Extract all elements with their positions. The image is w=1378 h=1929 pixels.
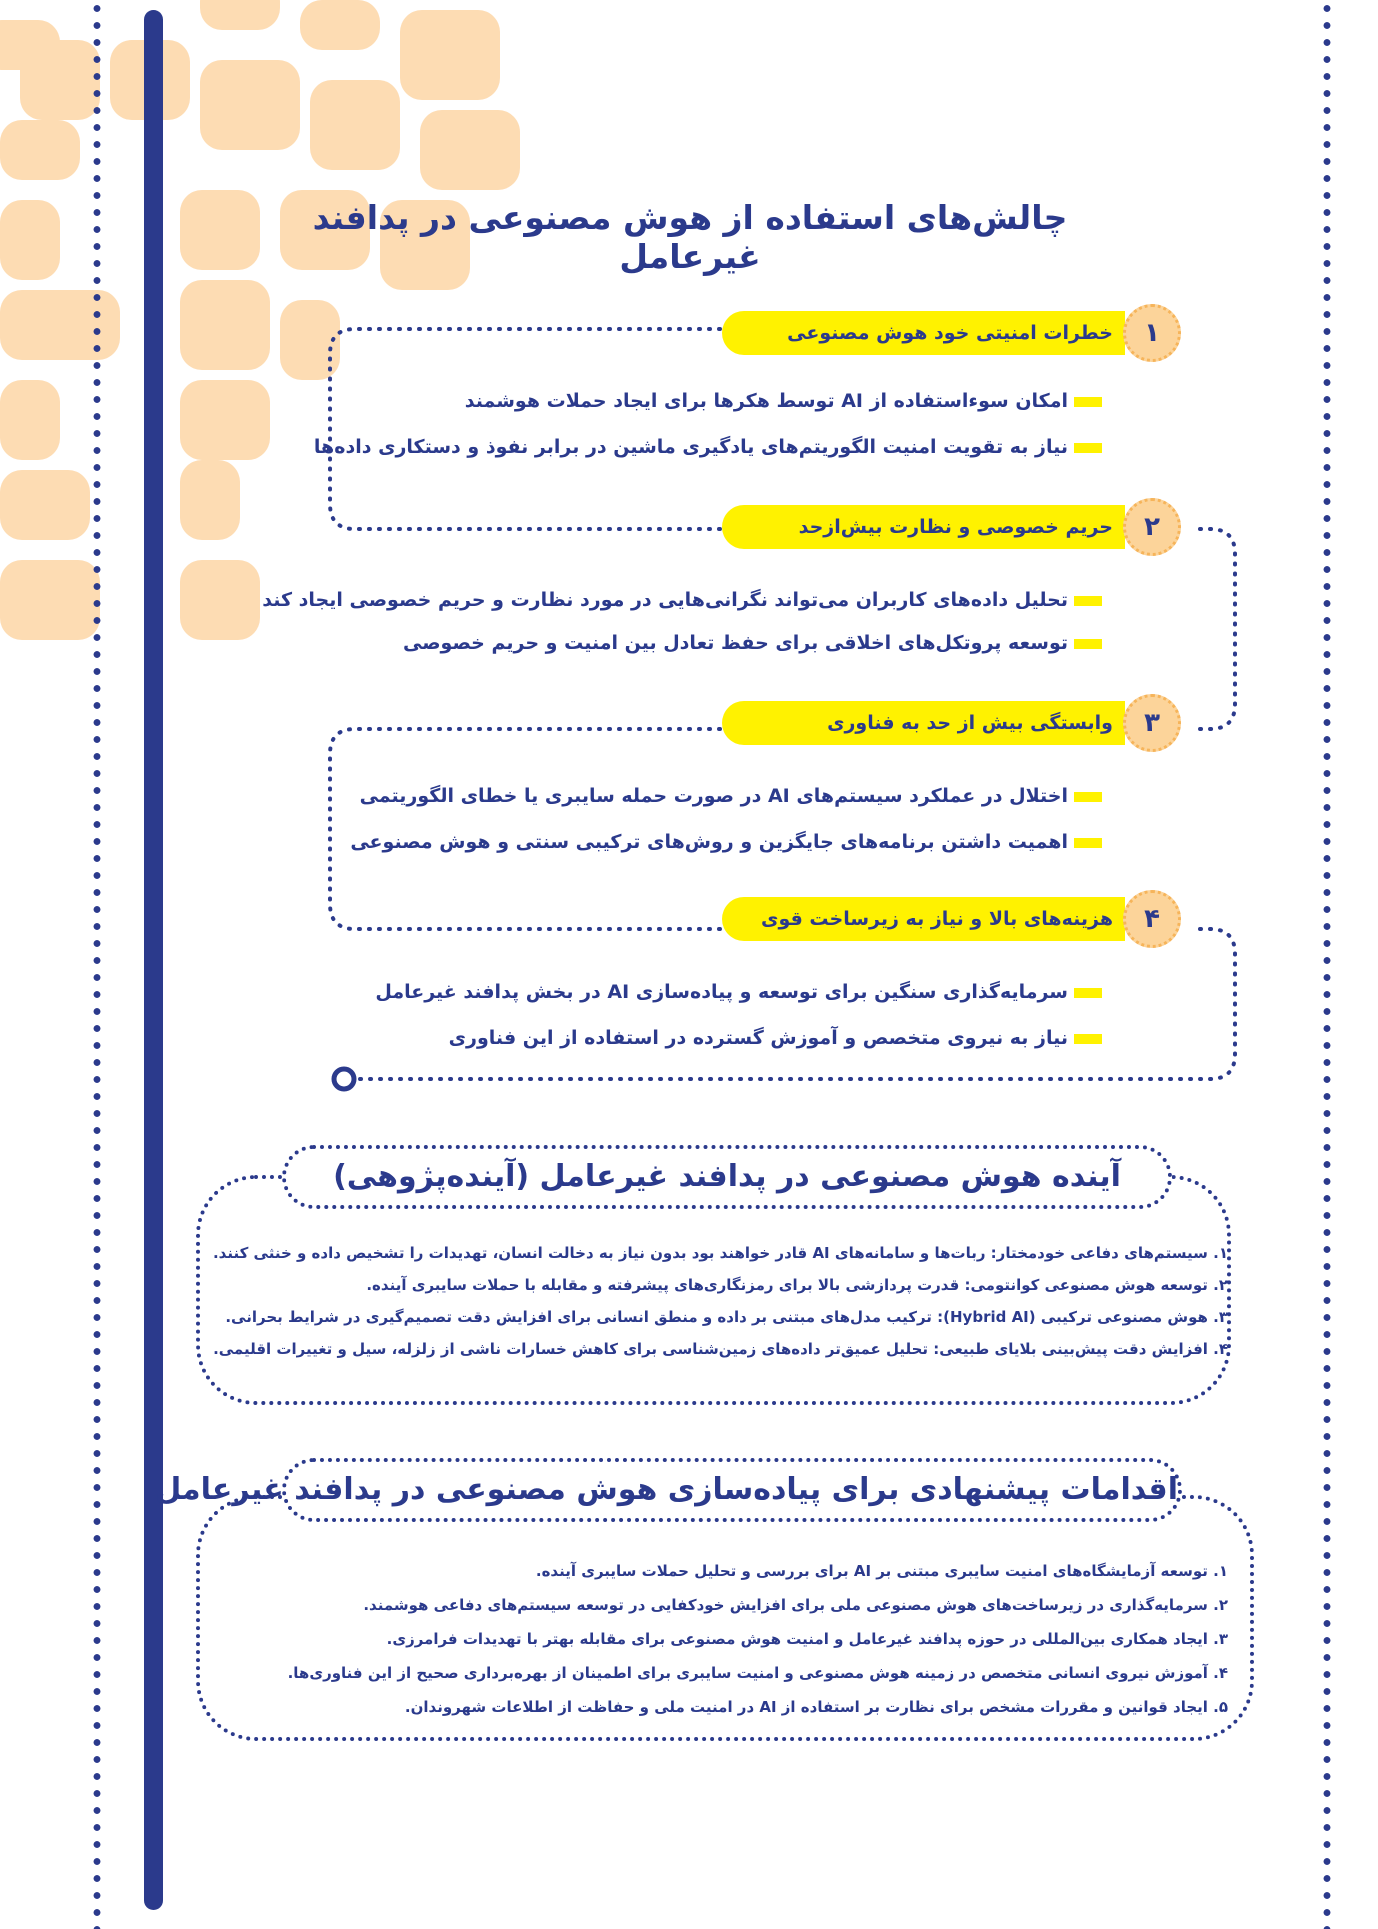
future-item-1: ۱. سیستم‌های دفاعی خودمختار: ربات‌ها و سامانه‌های AI قادر خواهند بود بدون نیاز به دخالت انسان، تهدیدات را تشخیص داده و خنثی کنند.: [212, 1244, 1228, 1262]
action-item-4: ۴. آموزش نیروی انسانی متخصص در زمینه هوش مصنوعی و امنیت سایبری برای اطمینان از بهره‌برداری صحیح از این فناوری‌ها.: [287, 1664, 1228, 1682]
challenge-2-number: ۲: [1123, 498, 1181, 556]
challenge-1-number: ۱: [1123, 304, 1181, 362]
action-item-1: ۱. توسعه آزمایشگاه‌های امنیت سایبری مبتنی بر AI برای بررسی و تحلیل حملات سایبری آینده.: [535, 1562, 1228, 1580]
actions-section-heading: اقدامات پیشنهادی برای پیاده‌سازی هوش مصنوعی در پدافند غیرعامل: [282, 1458, 1182, 1522]
challenge-3-point-1: اختلال در عملکرد سیستم‌های AI در صورت حمله سایبری یا خطای الگوریتمی: [360, 781, 1102, 811]
challenge-3-heading: وابستگی بیش از حد به فناوری: [722, 701, 1125, 745]
challenge-2-point-2: توسعه پروتکل‌های اخلاقی برای حفظ تعادل بین امنیت و حریم خصوصی: [403, 628, 1102, 658]
endpoint-circle-icon: [334, 1069, 354, 1089]
future-item-2: ۲. توسعه هوش مصنوعی کوانتومی: قدرت پردازشی بالا برای رمزنگاری‌های پیشرفته و مقابله با حملات سایبری آینده.: [366, 1276, 1228, 1294]
challenge-4-point-1: سرمایه‌گذاری سنگین برای توسعه و پیاده‌سازی AI در بخش پدافند غیرعامل: [375, 977, 1102, 1007]
challenge-3-point-2: اهمیت داشتن برنامه‌های جایگزین و روش‌های ترکیبی سنتی و هوش مصنوعی: [350, 827, 1102, 857]
future-item-4: ۴. افزایش دقت پیش‌بینی بلایای طبیعی: تحلیل عمیق‌تر داده‌های زمین‌شناسی برای کاهش خسارات ناشی از زلزله، سیل و تغییرات اقلیمی.: [213, 1340, 1228, 1358]
action-item-5: ۵. ایجاد قوانین و مقررات مشخص برای نظارت بر استفاده از AI در امنیت ملی و حفاظت از اطلاعات شهروندان.: [404, 1698, 1228, 1716]
challenge-4-point-2: نیاز به نیروی متخصص و آموزش گسترده در استفاده از این فناوری: [449, 1023, 1102, 1053]
challenge-2-point-1: تحلیل داده‌های کاربران می‌تواند نگرانی‌هایی در مورد نظارت و حریم خصوصی ایجاد کند: [262, 585, 1102, 615]
future-section-heading: آینده هوش مصنوعی در پدافند غیرعامل (آینده‌پژوهی): [282, 1145, 1172, 1209]
challenge-4-number: ۴: [1123, 890, 1181, 948]
challenge-1-point-2: نیاز به تقویت امنیت الگوریتم‌های یادگیری ماشین در برابر نفوذ و دستکاری داده‌ها: [314, 432, 1102, 462]
action-item-3: ۳. ایجاد همکاری بین‌المللی در حوزه پدافند غیرعامل و امنیت هوش مصنوعی برای مقابله بهتر با تهدیدات فرامرزی.: [386, 1630, 1228, 1648]
future-item-3: ۳. هوش مصنوعی ترکیبی (Hybrid AI): ترکیب مدل‌های مبتنی بر داده و منطق انسانی برای افزایش دقت تصمیم‌گیری در شرایط بحرانی.: [225, 1308, 1228, 1326]
challenge-4-heading: هزینه‌های بالا و نیاز به زیرساخت قوی: [722, 897, 1125, 941]
action-item-2: ۲. سرمایه‌گذاری در زیرساخت‌های هوش مصنوعی ملی برای افزایش خودکفایی در توسعه سیستم‌های دفاعی هوشمند.: [363, 1596, 1228, 1614]
challenge-2-heading: حریم خصوصی و نظارت بیش‌ازحد: [722, 505, 1125, 549]
page-title: چالش‌های استفاده از هوش مصنوعی در پدافند غیرعامل: [312, 198, 1068, 276]
challenge-3-number: ۳: [1123, 694, 1181, 752]
challenge-1-point-1: امکان سوءاستفاده از AI توسط هکرها برای ایجاد حملات هوشمند: [465, 386, 1102, 416]
challenge-1-heading: خطرات امنیتی خود هوش مصنوعی: [722, 311, 1125, 355]
